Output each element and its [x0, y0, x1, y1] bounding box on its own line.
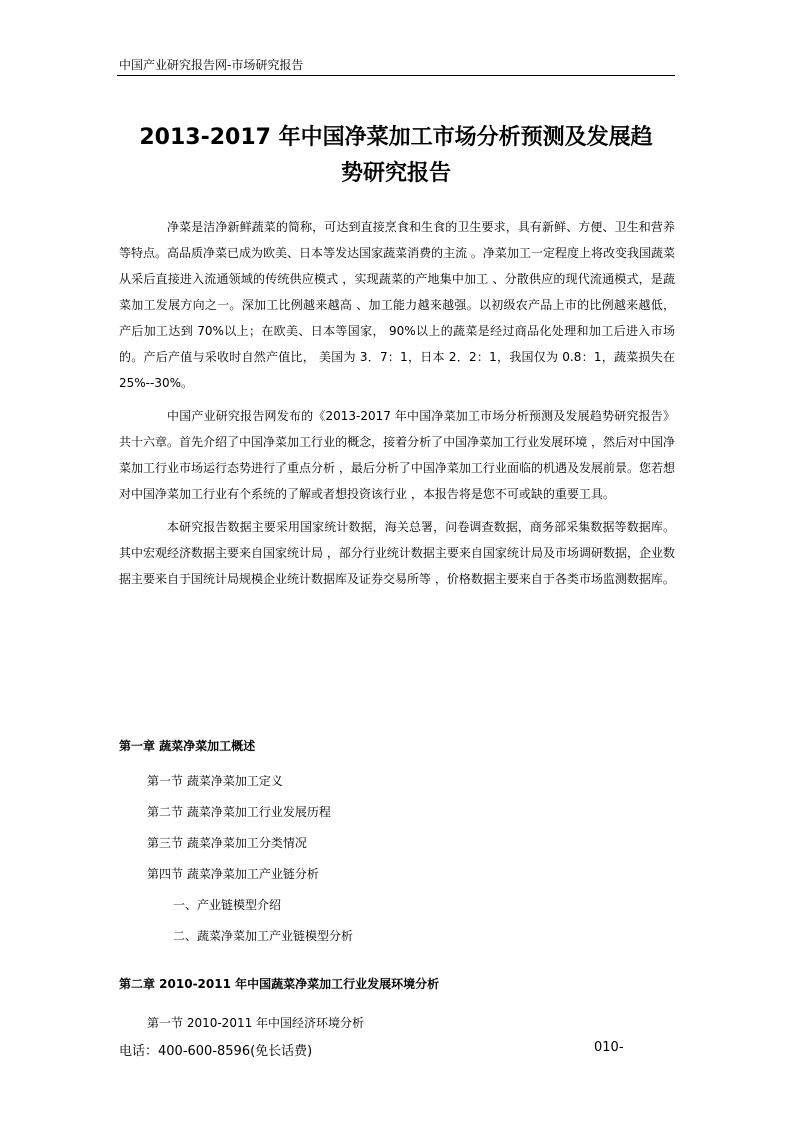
- page-header: 中国产业研究报告网-市场研究报告: [119, 58, 304, 72]
- toc-section: 第三节 蔬菜净菜加工分类情况: [147, 836, 307, 850]
- paragraph-intro: 净菜是洁净新鲜蔬菜的简称，可达到直接烹食和生食的卫生要求，具有新鲜、方便、卫生和营养等特点。高品质净菜已成为欧美、日本等发达国家蔬菜消费的主流 。净菜加工一定程度上将改变我国蔬菜从采后直接进入流通领域的传统供应模式 ，实现蔬菜的产地集中加工 、分散供应的现代流通模式，是蔬菜加工发展方向之一。深加工比例越来越高 、加工能力越来越强。以初级农产品上市的比例越来越低， 产后加工达到 70%以上；在欧美、日本等国家， 90%以上的蔬菜是经过商品化处理和加工后进入市场的。产后产值与采收时自然产值比， 美国为 3．7：1，日本 2．2：1，我国仅为 0.8：1，蔬菜损失在 25%--30%。: [119, 220, 675, 390]
- paragraph-data-sources: 本研究报告数据主要采用国家统计数据，海关总署，问卷调查数据，商务部采集数据等数据库。其中宏观经济数据主要来自国家统计局 ，部分行业统计数据主要来自国家统计局及市场调研数据，企业数据主要来自于国统计局规模企业统计数据库及证券交易所等 ，价格数据主要来自于各类市场监测数据库。: [119, 520, 675, 586]
- table-of-contents: [119, 736, 675, 1039]
- header-divider: [117, 75, 675, 76]
- toc-section: 第一节 蔬菜净菜加工定义: [147, 774, 283, 788]
- toc-section: 第四节 蔬菜净菜加工产业链分析: [147, 867, 319, 881]
- toc-chapter-1: 第一章 蔬菜净菜加工概述: [119, 739, 256, 753]
- title-line-1: 2013-2017 年中国净菜加工市场分析预测及发展趋: [139, 125, 653, 150]
- toc-subsection: 二、蔬菜净菜加工产业链模型分析: [173, 929, 354, 943]
- document-title: [117, 120, 675, 192]
- toc-section: 第二节 蔬菜净菜加工行业发展历程: [147, 805, 331, 819]
- body-text: [119, 214, 675, 599]
- toc-chapter-2: 第二章 2010-2011 年中国蔬菜净菜加工行业发展环境分析: [119, 977, 440, 991]
- toc-section: 第一节 2010-2011 年中国经济环境分析: [147, 1016, 365, 1030]
- toc-subsection: 一、产业链模型介绍: [173, 898, 282, 912]
- title-line-2: 势研究报告: [340, 161, 451, 186]
- footer-phone: 电话：400-600-8596(免长话费): [119, 1044, 313, 1059]
- paragraph-report-overview: 中国产业研究报告网发布的《2013-2017 年中国净菜加工市场分析预测及发展趋势研究报告》共十六章。首先介绍了中国净菜加工行业的概念，接着分析了中国净菜加工行业发展环境 ，然后对中国净菜加工行业市场运行态势进行了重点分析 ，最后分析了中国净菜加工行业面临的机遇及发展前景。您若想对中国净菜加工行业有个系统的了解或者想投资该行业 ，本报告将是您不可或缺的重要工具。: [119, 409, 675, 501]
- footer-page-number: 010-: [594, 1040, 624, 1055]
